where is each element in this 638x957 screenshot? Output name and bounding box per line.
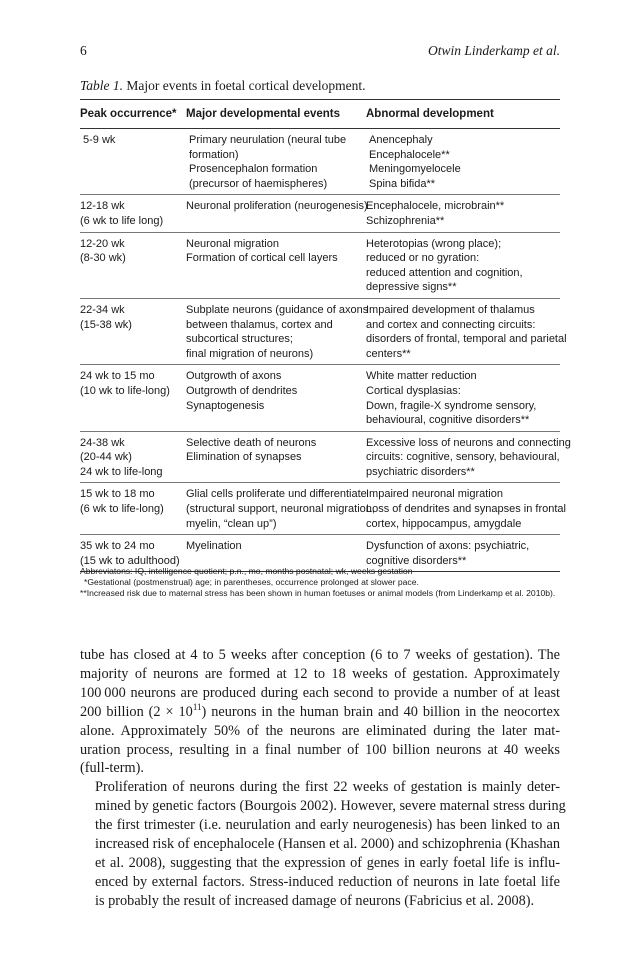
cell-abnormal-development [366, 303, 567, 361]
table-row [80, 195, 560, 232]
cell-abnormal-development [369, 133, 560, 191]
cell-line: Outgrowth of dendrites [186, 384, 298, 397]
cell-abnormal-development [366, 237, 560, 295]
cell-line: Formation of cortical cell layers [186, 252, 338, 265]
cell-line: reduced attention and cognition, [366, 266, 523, 279]
text-line: 100 000 neurons are produced during each second to provide a number of at least [80, 684, 560, 701]
footnote-gestational-age: *Gestational (postmenstrual) age; in parentheses, occurrence prolonged at slower pace. [84, 577, 419, 587]
cell-line: 15 wk to 18 mo [80, 488, 155, 501]
table-row [80, 129, 560, 195]
text-line: uration process, resulting in a final number of 100 billion neurons at 40 weeks [80, 741, 560, 758]
cell-line: (15-38 wk) [80, 318, 132, 331]
cell-line: (structural support, neuronal migration, [186, 503, 375, 516]
cell-line: subcortical structures; [186, 333, 293, 346]
cell-line: psychiatric disorders** [366, 465, 475, 478]
cell-line: 35 wk to 24 mo [80, 540, 155, 553]
events-table [80, 99, 571, 572]
table-body [80, 129, 571, 572]
cell-line: Primary neurulation (neural tube [189, 134, 347, 146]
cell-line: White matter reduction [366, 370, 477, 383]
cell-developmental-events [189, 133, 369, 191]
cell-developmental-events [186, 237, 366, 295]
cell-line: and cortex and connecting circuits: [366, 318, 536, 331]
cell-abnormal-development [366, 539, 560, 568]
cell-developmental-events [186, 199, 366, 228]
footnote-maternal-stress: **Increased risk due to maternal stress has been shown in human foetuses or animal models (from Linderkamp et al. 2010b). [80, 588, 556, 598]
cell-line: Prosencephalon formation [189, 163, 318, 176]
cell-abnormal-development [366, 199, 560, 228]
cell-peak-occurrence [80, 237, 186, 295]
cell-line: Heterotopias (wrong place); [366, 237, 502, 250]
cell-line: formation) [189, 148, 239, 161]
cell-line: Down, fragile-X syndrome sensory, [366, 399, 537, 412]
cell-line: Myelination [186, 540, 242, 553]
cell-line: Impaired development of thalamus [366, 303, 535, 316]
cell-abnormal-development [366, 487, 566, 531]
paragraph-2 [80, 778, 566, 910]
cell-line: cortex, hippocampus, amygdale [366, 517, 522, 530]
cell-line: 24 wk to 15 mo [80, 370, 155, 383]
cell-peak-occurrence [80, 303, 186, 361]
cell-line: 12-18 wk [80, 200, 125, 213]
cell-abnormal-development [366, 436, 571, 480]
cell-developmental-events [186, 487, 375, 531]
cell-line: reduced or no gyration: [366, 252, 480, 265]
cell-peak-occurrence [80, 133, 189, 191]
cell-line: (precursor of haemispheres) [189, 177, 328, 190]
cell-line: (6 wk to life long) [80, 214, 164, 227]
text-line: majority of neurons are formed at 12 to 18 weeks of gestation. Approximately [80, 665, 560, 682]
table-row [80, 483, 566, 535]
cell-developmental-events [186, 303, 369, 361]
cell-abnormal-development [366, 369, 560, 427]
cell-line: Glial cells proliferate und differentiate [186, 488, 367, 501]
cell-line: (8-30 wk) [80, 252, 126, 265]
cell-line: Elimination of synapses [186, 451, 302, 464]
cell-line: Neuronal proliferation (neurogenesis) [186, 200, 368, 213]
cell-line: behavioural, cognitive disorders** [366, 414, 530, 427]
table-header-row [80, 99, 560, 129]
cell-peak-occurrence [80, 369, 186, 427]
running-head-authors: Otwin Linderkamp et al. [428, 43, 560, 58]
cell-line: (20-44 wk) [80, 451, 132, 464]
cell-line: Schizophrenia** [366, 214, 445, 227]
cell-peak-occurrence [80, 436, 186, 480]
header-peak-occurrence: Peak occurrence* [80, 108, 177, 120]
cell-line: Excessive loss of neurons and connecting [366, 436, 571, 449]
cell-developmental-events [186, 539, 366, 568]
cell-line: 5-9 wk [83, 134, 116, 146]
paragraph-1 [80, 646, 560, 778]
cell-line: Impaired neuronal migration [366, 488, 503, 501]
cell-line: Neuronal migration [186, 237, 279, 250]
table-row [80, 432, 571, 484]
cell-line: Subplate neurons (guidance of axons [186, 303, 369, 316]
body-text [80, 646, 566, 911]
text-line: Proliferation of neurons during the first 22 weeks of gestation is mainly deter- [95, 779, 560, 796]
cell-line: Selective death of neurons [186, 436, 317, 449]
text-line [80, 703, 560, 722]
cell-developmental-events [186, 436, 366, 480]
cell-line: between thalamus, cortex and [186, 318, 333, 331]
cell-peak-occurrence [80, 539, 186, 568]
cell-line: depressive signs** [366, 281, 457, 294]
cell-line: circuits: cognitive, sensory, behavioural, [366, 451, 560, 464]
exponent: 11 [192, 701, 202, 712]
table-footnotes [80, 566, 560, 599]
cell-peak-occurrence [80, 199, 186, 228]
cell-line: Loss of dendrites and synapses in frontal [366, 503, 566, 516]
text-fragment: ) neurons in the human brain and 40 billion in the neocortex [201, 703, 560, 720]
text-line: (full-term). [80, 760, 144, 777]
cell-peak-occurrence [80, 487, 186, 531]
cell-line: Spina bifida** [369, 177, 436, 190]
cell-line: disorders of frontal, temporal and parietal [366, 333, 567, 346]
cell-line: Encephalocele** [369, 148, 450, 161]
text-line: alone. Approximately 50% of the neurons are eliminated during the later mat- [80, 722, 560, 739]
cell-developmental-events [186, 369, 366, 427]
header-abnormal-development: Abnormal development [366, 108, 494, 120]
cell-line: (15 wk to adulthood) [80, 554, 180, 567]
header-major-events: Major developmental events [186, 108, 341, 120]
text-line: increased risk of encephalocele (Hansen et al. 2000) and schizophrenia (Khashan [95, 836, 560, 853]
cell-line: 12-20 wk [80, 237, 125, 250]
text-line: et al. 2008), suggesting that the expression of genes in early foetal life is influ- [95, 854, 560, 871]
text-line: enced by external factors. Stress-induced reduction of neurons in late foetal life [95, 873, 560, 890]
cell-line: Cortical dysplasias: [366, 384, 461, 397]
text-line: mined by genetic factors (Bourgois 2002). However, severe maternal stress during [95, 798, 566, 815]
text-line: is probably the result of increased damage of neurons (Fabricius et al. 2008). [95, 892, 535, 909]
cell-line: Anencephaly [369, 134, 433, 146]
cell-line: cognitive disorders** [366, 554, 467, 567]
cell-line: final migration of neurons) [186, 347, 314, 360]
cell-line: centers** [366, 347, 411, 360]
cell-line: Encephalocele, microbrain** [366, 200, 505, 213]
cell-line: (10 wk to life-long) [80, 384, 170, 397]
cell-line: 24-38 wk [80, 436, 125, 449]
cell-line: myelin, “clean up”) [186, 517, 277, 530]
table-row [80, 365, 560, 431]
running-head [80, 43, 560, 61]
table-row [80, 233, 560, 299]
table-caption-title: Major events in foetal cortical development. [126, 78, 366, 93]
cell-line: Dysfunction of axons: psychiatric, [366, 540, 530, 553]
cell-line: 24 wk to life-long [80, 465, 163, 478]
cell-line: Outgrowth of axons [186, 370, 282, 383]
text-fragment: 200 billion (2 × 10 [80, 703, 193, 720]
table-row [80, 299, 567, 365]
cell-line: Meningomyelocele [369, 163, 461, 176]
page-number: 6 [80, 43, 87, 58]
footnote-abbreviations: Abbreviatons: IQ, intelligence quotient; p.n., mo, months postnatal; wk, weeks gestation [80, 566, 413, 576]
table-caption-label: Table 1. [80, 78, 124, 93]
cell-line: Synaptogenesis [186, 399, 265, 412]
table-caption [80, 78, 560, 94]
cell-line: (6 wk to life-long) [80, 503, 164, 516]
text-line: tube has closed at 4 to 5 weeks after conception (6 to 7 weeks of gestation). The [80, 647, 560, 663]
cell-line: 22-34 wk [80, 303, 125, 316]
text-line: the first trimester (i.e. neurulation and early neurogenesis) has been linked to an [95, 817, 560, 834]
